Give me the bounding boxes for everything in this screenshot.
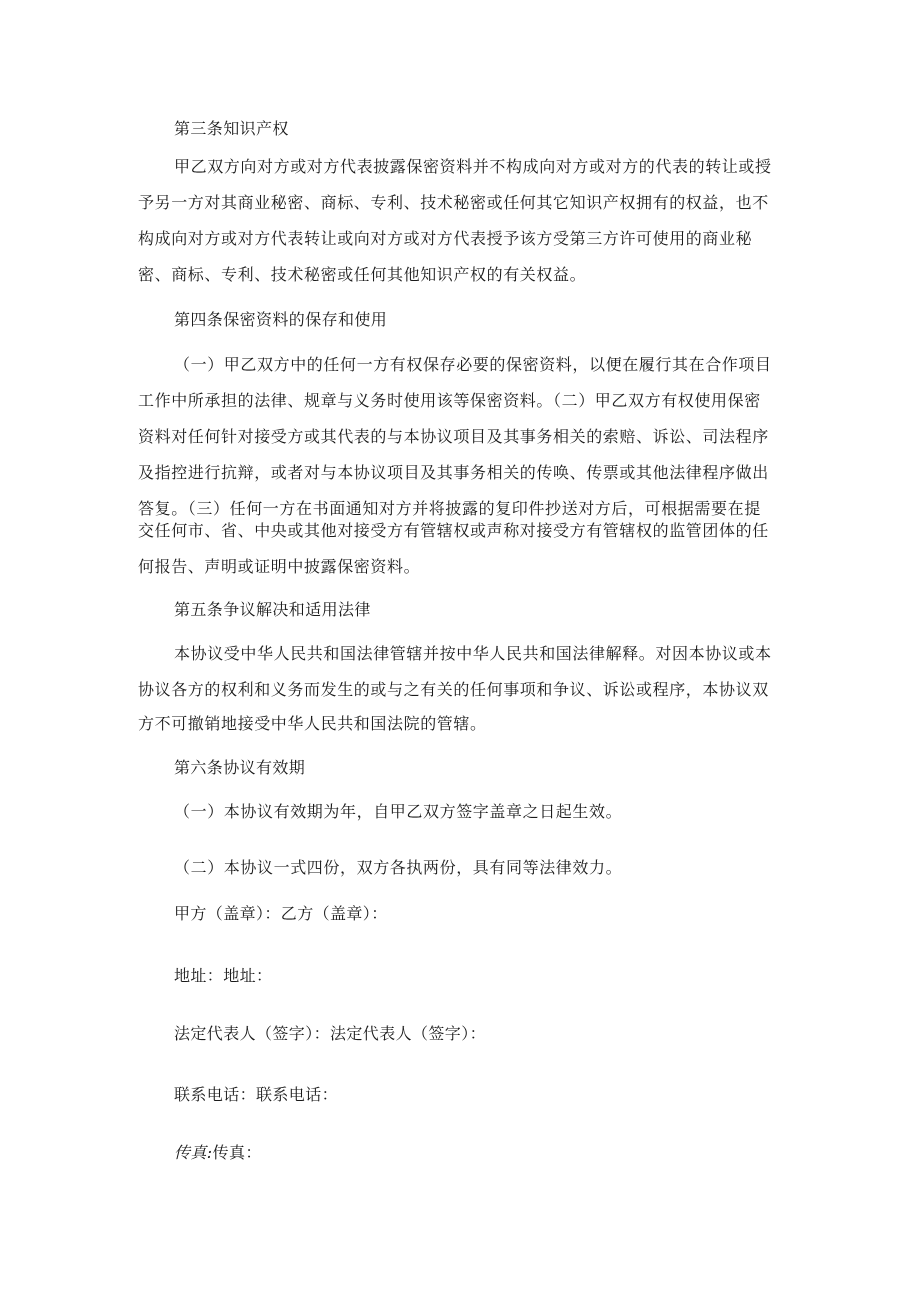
article-4-line-6: 交任何市、省、中央或其他对接受方有管辖权或声称对接受方有管辖权的监管团体的任 <box>138 521 769 540</box>
article-3-line-3: 构成向对方或对方代表转让或向对方或对方代表授予该方受第三方许可使用的商业秘 <box>138 229 753 248</box>
fax-label: 传真: <box>174 1143 213 1162</box>
address-line: 地址：地址： <box>174 966 273 985</box>
seal-line: 甲方（盖章）：乙方（盖章）： <box>174 904 388 923</box>
article-4-line-7: 何报告、声明或证明中披露保密资料。 <box>138 557 421 576</box>
fax-line <box>174 1143 262 1163</box>
article-4-line-5: 答复。（三）任何一方在书面通知对方并将披露的复印件抄送对方后，可根据需要在提 <box>138 499 761 518</box>
article-5-heading: 第五条争议解决和适用法律 <box>174 600 371 619</box>
phone-line: 联系电话：联系电话： <box>174 1085 339 1104</box>
article-3-line-4: 密、商标、专利、技术秘密或任何其他知识产权的有关权益。 <box>138 265 587 284</box>
article-4-line-3: 资料对任何针对接受方或其代表的与本协议项目及其事务相关的索赔、诉讼、司法程序 <box>138 427 769 446</box>
article-4-line-2: 工作中所承担的法律、规章与义务时使用该等保密资料。（二）甲乙双方有权使用保密 <box>138 391 761 410</box>
article-6-heading: 第六条协议有效期 <box>174 758 306 777</box>
article-4-line-1: （一）甲乙双方中的任何一方有权保存必要的保密资料，以便在履行其在合作项目 <box>174 355 772 374</box>
article-5-line-1: 本协议受中华人民共和国法律管辖并按中华人民共和国法律解释。对因本协议或本 <box>174 644 772 663</box>
article-3-line-2: 予另一方对其商业秘密、商标、专利、技术秘密或任何其它知识产权拥有的权益，也不 <box>138 193 769 212</box>
fax-value: 传真： <box>212 1143 262 1162</box>
legal-representative-line: 法定代表人（签字）：法定代表人（签字）： <box>174 1024 487 1043</box>
article-6-item-1: （一）本协议有效期为年，自甲乙双方签字盖章之日起生效。 <box>174 802 623 821</box>
article-6-item-2: （二）本协议一式四份，双方各执两份，具有同等法律效力。 <box>174 858 623 877</box>
article-4-heading: 第四条保密资料的保存和使用 <box>174 310 388 329</box>
article-3-heading: 第三条知识产权 <box>174 119 289 138</box>
article-4-line-4: 及指控进行抗辩，或者对与本协议项目及其事务相关的传唤、传票或其他法律程序做出 <box>138 463 769 482</box>
article-3-line-1: 甲乙双方向对方或对方代表披露保密资料并不构成向对方或对方的代表的转让或授 <box>174 157 772 176</box>
article-5-line-3: 方不可撤销地接受中华人民共和国法院的管辖。 <box>138 714 487 733</box>
article-5-line-2: 协议各方的权利和义务而发生的或与之有关的任何事项和争议、诉讼或程序，本协议双 <box>138 680 769 699</box>
